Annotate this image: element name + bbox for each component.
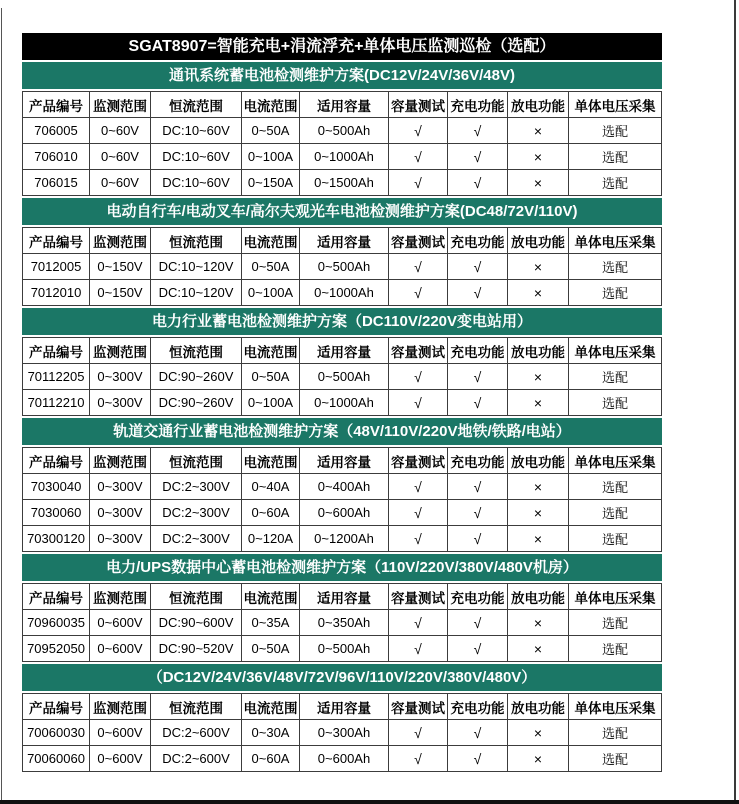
cell-voltage-sampling-cell: 选配 [569,170,662,196]
constant-current-range-cell: DC:10~120V [151,280,242,306]
column-header-cell-voltage-sampling: 单体电压采集 [569,448,662,474]
discharge-function-cell: × [508,636,569,662]
column-header-discharge-function: 放电功能 [508,448,569,474]
column-header-constant-current-range: 恒流范围 [151,448,242,474]
column-header-current-range: 电流范围 [242,694,300,720]
capacity-range-cell: 0~1500Ah [300,170,389,196]
discharge-function-cell: × [508,610,569,636]
page-border-right [734,0,736,804]
charge-function-cell: √ [448,254,508,280]
spec-table [22,91,662,196]
monitor-range-cell: 0~300V [90,390,151,416]
capacity-range-cell: 0~500Ah [300,254,389,280]
current-range-cell: 0~50A [242,364,300,390]
spec-sheet [22,33,662,772]
column-header-current-range: 电流范围 [242,584,300,610]
capacity-test-cell: √ [389,474,448,500]
column-header-discharge-function: 放电功能 [508,228,569,254]
cell-voltage-sampling-cell: 选配 [569,364,662,390]
section-banner: 电力行业蓄电池检测维护方案（DC110V/220V变电站用） [22,308,662,335]
column-header-cell-voltage-sampling: 单体电压采集 [569,228,662,254]
column-header-row [23,694,662,720]
column-header-discharge-function: 放电功能 [508,694,569,720]
column-header-charge-function: 充电功能 [448,338,508,364]
column-header-constant-current-range: 恒流范围 [151,338,242,364]
top-banner: SGAT8907=智能充电+涓流浮充+单体电压监测巡检（选配） [22,33,662,60]
column-header-capacity-test: 容量测试 [389,584,448,610]
discharge-function-cell: × [508,746,569,772]
charge-function-cell: √ [448,364,508,390]
constant-current-range-cell: DC:2~300V [151,500,242,526]
column-header-product-code: 产品编号 [23,448,90,474]
column-header-capacity-range: 适用容量 [300,448,389,474]
cell-voltage-sampling-cell: 选配 [569,118,662,144]
column-header-monitor-range: 监测范围 [90,338,151,364]
current-range-cell: 0~30A [242,720,300,746]
table-row [23,280,662,306]
column-header-capacity-range: 适用容量 [300,694,389,720]
current-range-cell: 0~60A [242,746,300,772]
table-row [23,746,662,772]
current-range-cell: 0~100A [242,280,300,306]
charge-function-cell: √ [448,170,508,196]
current-range-cell: 0~40A [242,474,300,500]
table-row [23,500,662,526]
constant-current-range-cell: DC:10~60V [151,118,242,144]
table-row [23,610,662,636]
product-code-cell: 70960035 [23,610,90,636]
capacity-test-cell: √ [389,720,448,746]
constant-current-range-cell: DC:10~60V [151,144,242,170]
column-header-charge-function: 充电功能 [448,584,508,610]
column-header-current-range: 电流范围 [242,92,300,118]
product-code-cell: 70952050 [23,636,90,662]
discharge-function-cell: × [508,526,569,552]
column-header-capacity-range: 适用容量 [300,338,389,364]
cell-voltage-sampling-cell: 选配 [569,526,662,552]
cell-voltage-sampling-cell: 选配 [569,144,662,170]
current-range-cell: 0~50A [242,118,300,144]
column-header-monitor-range: 监测范围 [90,448,151,474]
constant-current-range-cell: DC:2~600V [151,746,242,772]
column-header-cell-voltage-sampling: 单体电压采集 [569,338,662,364]
capacity-range-cell: 0~400Ah [300,474,389,500]
monitor-range-cell: 0~150V [90,254,151,280]
column-header-product-code: 产品编号 [23,92,90,118]
capacity-test-cell: √ [389,390,448,416]
column-header-capacity-test: 容量测试 [389,92,448,118]
capacity-range-cell: 0~500Ah [300,364,389,390]
column-header-cell-voltage-sampling: 单体电压采集 [569,694,662,720]
monitor-range-cell: 0~300V [90,526,151,552]
current-range-cell: 0~50A [242,254,300,280]
column-header-constant-current-range: 恒流范围 [151,694,242,720]
capacity-range-cell: 0~300Ah [300,720,389,746]
cell-voltage-sampling-cell: 选配 [569,280,662,306]
capacity-test-cell: √ [389,144,448,170]
column-header-row [23,338,662,364]
column-header-constant-current-range: 恒流范围 [151,228,242,254]
charge-function-cell: √ [448,610,508,636]
capacity-test-cell: √ [389,500,448,526]
spec-table [22,227,662,306]
current-range-cell: 0~100A [242,144,300,170]
column-header-monitor-range: 监测范围 [90,584,151,610]
table-row [23,474,662,500]
column-header-product-code: 产品编号 [23,694,90,720]
discharge-function-cell: × [508,118,569,144]
constant-current-range-cell: DC:90~520V [151,636,242,662]
column-header-charge-function: 充电功能 [448,92,508,118]
monitor-range-cell: 0~300V [90,474,151,500]
table-row [23,118,662,144]
current-range-cell: 0~100A [242,390,300,416]
table-row [23,390,662,416]
table-row [23,254,662,280]
capacity-test-cell: √ [389,280,448,306]
constant-current-range-cell: DC:2~300V [151,526,242,552]
column-header-product-code: 产品编号 [23,584,90,610]
constant-current-range-cell: DC:2~600V [151,720,242,746]
capacity-range-cell: 0~1000Ah [300,144,389,170]
column-header-charge-function: 充电功能 [448,694,508,720]
discharge-function-cell: × [508,170,569,196]
column-header-cell-voltage-sampling: 单体电压采集 [569,584,662,610]
cell-voltage-sampling-cell: 选配 [569,610,662,636]
charge-function-cell: √ [448,144,508,170]
section-list [22,62,662,772]
charge-function-cell: √ [448,720,508,746]
cell-voltage-sampling-cell: 选配 [569,474,662,500]
column-header-discharge-function: 放电功能 [508,92,569,118]
capacity-range-cell: 0~1000Ah [300,280,389,306]
column-header-row [23,448,662,474]
column-header-charge-function: 充电功能 [448,448,508,474]
column-header-current-range: 电流范围 [242,448,300,474]
capacity-range-cell: 0~500Ah [300,636,389,662]
product-code-cell: 70060060 [23,746,90,772]
product-code-cell: 706015 [23,170,90,196]
column-header-monitor-range: 监测范围 [90,228,151,254]
monitor-range-cell: 0~60V [90,144,151,170]
current-range-cell: 0~35A [242,610,300,636]
product-code-cell: 70112205 [23,364,90,390]
section-banner: 通讯系统蓄电池检测维护方案(DC12V/24V/36V/48V) [22,62,662,89]
charge-function-cell: √ [448,280,508,306]
constant-current-range-cell: DC:90~260V [151,390,242,416]
current-range-cell: 0~50A [242,636,300,662]
discharge-function-cell: × [508,364,569,390]
capacity-range-cell: 0~600Ah [300,746,389,772]
column-header-discharge-function: 放电功能 [508,584,569,610]
charge-function-cell: √ [448,474,508,500]
current-range-cell: 0~120A [242,526,300,552]
monitor-range-cell: 0~600V [90,610,151,636]
column-header-current-range: 电流范围 [242,228,300,254]
capacity-range-cell: 0~500Ah [300,118,389,144]
product-code-cell: 706010 [23,144,90,170]
product-code-cell: 7030060 [23,500,90,526]
column-header-capacity-range: 适用容量 [300,92,389,118]
charge-function-cell: √ [448,636,508,662]
discharge-function-cell: × [508,254,569,280]
column-header-product-code: 产品编号 [23,338,90,364]
column-header-capacity-range: 适用容量 [300,228,389,254]
charge-function-cell: √ [448,118,508,144]
discharge-function-cell: × [508,280,569,306]
capacity-test-cell: √ [389,610,448,636]
constant-current-range-cell: DC:90~260V [151,364,242,390]
capacity-test-cell: √ [389,746,448,772]
cell-voltage-sampling-cell: 选配 [569,720,662,746]
table-row [23,720,662,746]
monitor-range-cell: 0~60V [90,170,151,196]
column-header-capacity-test: 容量测试 [389,228,448,254]
discharge-function-cell: × [508,500,569,526]
table-row [23,170,662,196]
column-header-discharge-function: 放电功能 [508,338,569,364]
spec-table [22,447,662,552]
section-banner: 电力/UPS数据中心蓄电池检测维护方案（110V/220V/380V/480V机房） [22,554,662,581]
capacity-range-cell: 0~350Ah [300,610,389,636]
cell-voltage-sampling-cell: 选配 [569,746,662,772]
product-code-cell: 70300120 [23,526,90,552]
monitor-range-cell: 0~600V [90,746,151,772]
monitor-range-cell: 0~600V [90,720,151,746]
capacity-test-cell: √ [389,170,448,196]
current-range-cell: 0~150A [242,170,300,196]
spec-table [22,693,662,772]
cell-voltage-sampling-cell: 选配 [569,500,662,526]
charge-function-cell: √ [448,500,508,526]
column-header-row [23,92,662,118]
column-header-product-code: 产品编号 [23,228,90,254]
constant-current-range-cell: DC:10~120V [151,254,242,280]
product-code-cell: 70112210 [23,390,90,416]
capacity-range-cell: 0~1000Ah [300,390,389,416]
product-code-cell: 7030040 [23,474,90,500]
discharge-function-cell: × [508,474,569,500]
product-code-cell: 706005 [23,118,90,144]
discharge-function-cell: × [508,720,569,746]
section-banner: （DC12V/24V/36V/48V/72V/96V/110V/220V/380V/480V） [22,664,662,691]
table-row [23,636,662,662]
capacity-test-cell: √ [389,636,448,662]
capacity-test-cell: √ [389,254,448,280]
charge-function-cell: √ [448,526,508,552]
column-header-cell-voltage-sampling: 单体电压采集 [569,92,662,118]
charge-function-cell: √ [448,390,508,416]
monitor-range-cell: 0~300V [90,364,151,390]
capacity-test-cell: √ [389,526,448,552]
column-header-monitor-range: 监测范围 [90,694,151,720]
cell-voltage-sampling-cell: 选配 [569,390,662,416]
discharge-function-cell: × [508,144,569,170]
column-header-constant-current-range: 恒流范围 [151,92,242,118]
product-code-cell: 7012010 [23,280,90,306]
page-border-bottom [0,800,739,804]
column-header-row [23,584,662,610]
section-banner: 轨道交通行业蓄电池检测维护方案（48V/110V/220V地铁/铁路/电站） [22,418,662,445]
capacity-range-cell: 0~1200Ah [300,526,389,552]
column-header-capacity-test: 容量测试 [389,448,448,474]
charge-function-cell: √ [448,746,508,772]
table-row [23,526,662,552]
product-code-cell: 7012005 [23,254,90,280]
column-header-current-range: 电流范围 [242,338,300,364]
constant-current-range-cell: DC:10~60V [151,170,242,196]
column-header-constant-current-range: 恒流范围 [151,584,242,610]
product-code-cell: 70060030 [23,720,90,746]
section-banner: 电动自行车/电动叉车/高尔夫观光车电池检测维护方案(DC48/72V/110V) [22,198,662,225]
capacity-test-cell: √ [389,118,448,144]
column-header-charge-function: 充电功能 [448,228,508,254]
constant-current-range-cell: DC:2~300V [151,474,242,500]
table-row [23,364,662,390]
table-row [23,144,662,170]
monitor-range-cell: 0~60V [90,118,151,144]
monitor-range-cell: 0~600V [90,636,151,662]
column-header-capacity-test: 容量测试 [389,338,448,364]
capacity-range-cell: 0~600Ah [300,500,389,526]
spec-table [22,583,662,662]
column-header-capacity-range: 适用容量 [300,584,389,610]
monitor-range-cell: 0~150V [90,280,151,306]
spec-table [22,337,662,416]
cell-voltage-sampling-cell: 选配 [569,254,662,280]
current-range-cell: 0~60A [242,500,300,526]
monitor-range-cell: 0~300V [90,500,151,526]
constant-current-range-cell: DC:90~600V [151,610,242,636]
page-border-left [1,8,2,804]
cell-voltage-sampling-cell: 选配 [569,636,662,662]
column-header-row [23,228,662,254]
column-header-monitor-range: 监测范围 [90,92,151,118]
discharge-function-cell: × [508,390,569,416]
column-header-capacity-test: 容量测试 [389,694,448,720]
capacity-test-cell: √ [389,364,448,390]
